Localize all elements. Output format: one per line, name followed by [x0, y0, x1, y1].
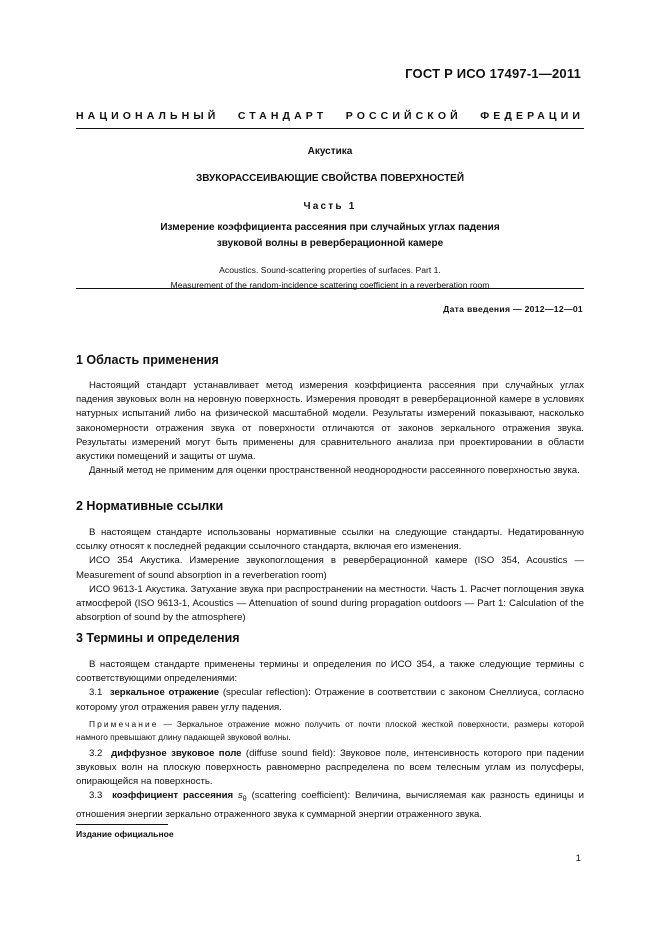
term-3-2-definition: (diffuse sound field): Звуковое поле, интенсивность которого при падении звуковых волн на плоскую поверхность равномерно распределена по всем телесным углам из полусферы, опирающейся на поверхность. — [76, 747, 584, 788]
footer-divider — [76, 824, 168, 825]
term-3-3-name: коэффициент рассеяния — [112, 790, 234, 802]
term-3-3-number: 3.3 — [89, 790, 103, 802]
term-3-2-number: 3.2 — [89, 747, 103, 759]
term-3-1-note — [76, 718, 584, 744]
term-3-2-name: диффузное звуковое поле — [111, 747, 242, 759]
category-title: Акустика — [307, 146, 353, 157]
subtitle-line-1: Измерение коэффициента рассеяния при случайных углах падения — [160, 222, 500, 233]
reference-iso-354: ИСО 354 Акустика. Измерение звукопоглощения в реверберационной камере (ISO 354, Acoustics — Measurement of sound absorption in a reverberation room) — [76, 555, 584, 581]
section-3-intro: В настоящем стандарте применены термины и определения по ИСО 354, а также следующие термины с соответствующими определениями: — [76, 659, 584, 685]
title-divider — [76, 288, 584, 289]
term-3-2 — [76, 747, 584, 790]
term-3-1 — [76, 686, 584, 714]
term-3-3-symbol: s — [237, 790, 243, 802]
introduction-date: Дата введения — 2012—12—01 — [443, 304, 583, 314]
term-3-1-definition: (specular reflection): Отражение в соответствии с законом Снеллиуса, согласно которому угол отражения равен углу падения. — [76, 687, 584, 713]
section-3-body — [76, 658, 584, 822]
term-3-1-name: зеркальное отражение — [109, 687, 220, 699]
subtitle — [76, 220, 584, 251]
reference-iso-9613-1: ИСО 9613-1 Акустика. Затухание звука при распространении на местности. Часть 1. Расчет поглощения звука атмосферой (ISO 9613-1, Acoustics — Attenuation of sound during propagation outdoors — Part 1: Calculation of the absorption of sound by the atmosphere) — [76, 583, 584, 624]
document-title: ЗВУКОРАССЕИВАЮЩИЕ СВОЙСТВА ПОВЕРХНОСТЕЙ — [195, 173, 465, 184]
section-1-paragraph-2: Данный метод не применим для оценки пространственной неоднородности рассеянного поверхностью звука. — [89, 465, 580, 477]
term-3-1-number: 3.1 — [89, 687, 103, 699]
english-title-line-2: Measurement of the random-incidence scattering coefficient in a reverberation room — [170, 279, 490, 290]
section-2-body — [76, 526, 584, 625]
official-edition-label: Издание официальное — [76, 829, 174, 839]
gost-code: ГОСТ Р ИСО 17497-1—2011 — [405, 66, 581, 81]
page-number: 1 — [575, 853, 581, 864]
section-2-heading: 2 Нормативные ссылки — [76, 499, 224, 513]
note-text: — Зеркальное отражение можно получить от почти плоской жесткой поверхности, размеры которой намного превышают длину падающей звуковой волны. — [76, 718, 584, 742]
section-1-heading: 1 Область применения — [76, 353, 219, 367]
term-3-3 — [76, 789, 584, 821]
part-label: Часть 1 — [303, 201, 357, 212]
national-standard-banner: НАЦИОНАЛЬНЫЙ СТАНДАРТ РОССИЙСКОЙ ФЕДЕРАЦИИ — [76, 110, 584, 122]
term-3-3-subscript: θ — [242, 796, 247, 804]
english-title-line-1: Acoustics. Sound-scattering properties of surfaces. Part 1. — [219, 265, 441, 275]
header-divider — [76, 128, 584, 129]
section-1-paragraph-1: Настоящий стандарт устанавливает метод измерения коэффициента рассеяния при случайных углах падения звуковых волн на неровную поверхность. Измерения проводят в реверберационной камере в условиях натурных испытаний либо на физической масштабной модели. Результаты измерений показывают, насколько закономерности отражения звука от поверхности отличаются от законов зеркального отражения звука. Результаты измерений могут быть применены для сравнительного анализа при проектировании в области акустики помещений и защиты от шума. — [76, 380, 584, 463]
section-2-paragraph-1: В настоящем стандарте использованы нормативные ссылки на следующие стандарты. Недатированную ссылку относят к последней редакции ссылочного стандарта, включая его изменения. — [76, 527, 584, 553]
section-1-body — [76, 379, 584, 478]
term-3-3-definition: (scattering coefficient): Величина, вычисляемая как разность единицы и отношения энергии зеркально отраженного звука к суммарной энергии отраженного звука. — [76, 790, 585, 820]
note-label: Примечание — [89, 718, 159, 729]
section-3-heading: 3 Термины и определения — [76, 631, 240, 645]
subtitle-line-2: звуковой волны в реверберационной камере — [216, 237, 444, 249]
